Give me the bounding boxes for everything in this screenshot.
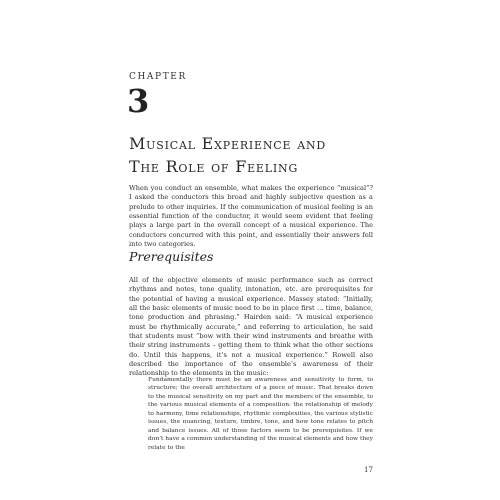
chapter-label: CHAPTER xyxy=(129,72,187,82)
block-quote: Fundamentally there must be an awareness and sensitivity to form, to structure; the overall architecture of a piece of music. That breaks down to the musical sensitivity on my part and the members of the ensemble, to the various musical elements of a composition: the relationship of melody to harmony, time relationships, rhythmic complexities, the various stylistic issues, the nuancing, texture, timbre, tone, and how tone relates to pitch and balance issues. All of those factors seem to be prerequisites. If we don’t have a common understanding of the musical elements and how they relate to the xyxy=(148,377,373,451)
chapter-title-line-2: The Role of Feeling xyxy=(129,157,299,176)
chapter-title-line-1: Musical Experience and xyxy=(129,134,327,153)
section-heading: Prerequisites xyxy=(129,249,214,264)
intro-paragraph: When you conduct an ensemble, what makes the experience “musical”? I asked the conductors this broad and highly subjective question as a prelude to other inquiries. If the communication of musical feeling is an essential function of the conductor, it would seem evident that feeling plays a large part in the overall concept of a musical experience. The conductors concurred with this point, and essentially their answers fell into two categories. xyxy=(129,184,373,249)
chapter-title xyxy=(129,132,379,178)
page-number: 17 xyxy=(364,466,373,474)
section-paragraph: All of the objective elements of music performance such as correct rhythms and notes, tone quality, intonation, etc. are prerequisites for the potential of having a musical experience. Massey stated: “Initially, all the basic elements of music need to be in place first … time, balance, tone production and phrasing.” Hairden said: “A musical experience must be rhythmically accurate,” and referring to articulation, he said that students must “bow with their wind instruments and breathe with their string instruments – getting them to think what the other sections do. Until this happens, it’s not a musical experience.” Rowell also described the importance of the ensemble’s awareness of their relationship to the elements in the music: xyxy=(129,276,373,378)
chapter-number: 3 xyxy=(127,82,150,120)
